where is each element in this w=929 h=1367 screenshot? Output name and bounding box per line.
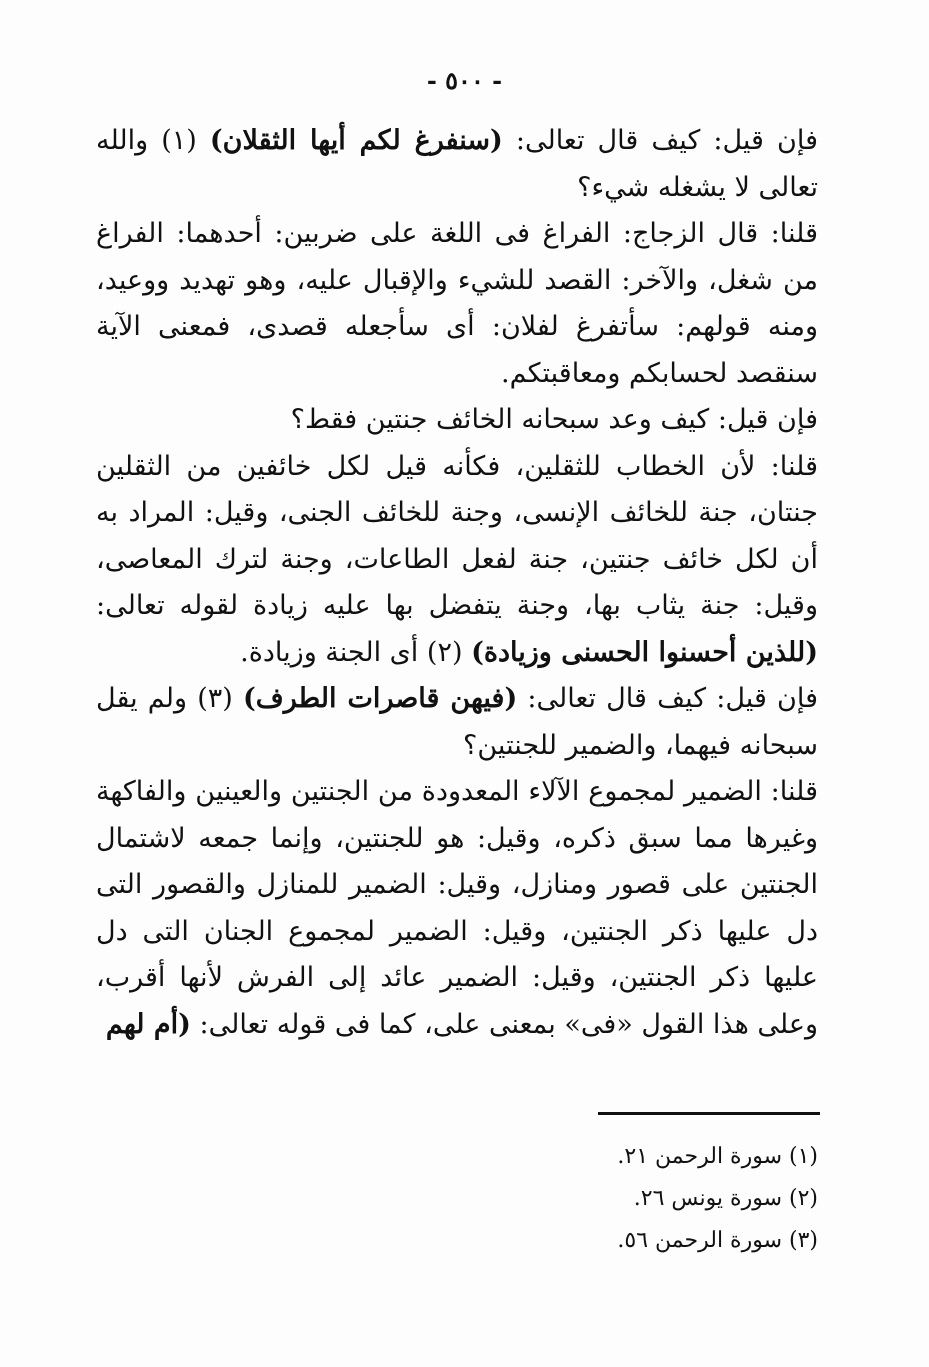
text-run: قلنا: قال الزجاج: الفراغ فى اللغة على ضربين: أحدهما: الفراغ من شغل، والآخر: القصد للشيء والإقبال عليه، وهو تهديد ووعيد، ومنه قولهم: سأتفرغ لفلان: أى سأجعله قصدى، فمعنى الآية سنقصد لحسابكم ومعاقبتكم. bbox=[96, 218, 818, 389]
paragraph-question-3 bbox=[96, 676, 818, 769]
paragraph-question-1 bbox=[96, 118, 818, 211]
quran-quote: (للذين أحسنوا الحسنى وزيادة) bbox=[471, 636, 818, 668]
paragraph-question-2 bbox=[96, 397, 818, 444]
text-run: (٣) ولم يقل سبحانه فيهما، والضمير للجنتين؟ bbox=[96, 683, 818, 761]
quran-quote: (أم لهم bbox=[105, 1008, 191, 1040]
text-run: قلنا: الضمير لمجموع الآلاء المعدودة من الجنتين والعينين والفاكهة وغيرها مما سبق ذكره، وقيل: هو للجنتين، وإنما جمعه لاشتمال الجنتين على قصور ومنازل، وقيل: الضمير للمنازل والقصور التى دل عليها ذكر الجنتين، وقيل: الضمير لمجموع الجنان التى دل عليها ذكر الجنتين، وقيل: الضمير عائد إلى الفرش لأنها أقرب، وعلى هذا القول «فى» بمعنى على، كما فى قوله تعالى: bbox=[96, 776, 818, 1040]
paragraph-answer-2 bbox=[96, 444, 818, 677]
quran-quote: (فيهن قاصرات الطرف) bbox=[242, 683, 518, 714]
footnotes bbox=[560, 1136, 818, 1262]
text-run: (٢) أى الجنة وزيادة. bbox=[240, 636, 472, 668]
footnote-1: (١) سورة الرحمن ٢١. bbox=[617, 1144, 818, 1169]
footnote-2: (٢) سورة يونس ٢٦. bbox=[633, 1186, 818, 1211]
text-run: فإن قيل: كيف قال تعالى: bbox=[517, 683, 818, 714]
page-number: - ٥٠٠ - bbox=[426, 66, 503, 95]
text-run: فإن قيل: كيف قال تعالى: bbox=[502, 125, 818, 156]
paragraph-answer-1 bbox=[96, 211, 818, 397]
footnote-3: (٣) سورة الرحمن ٥٦. bbox=[617, 1228, 818, 1253]
text-run: (١) والله تعالى لا يشغله شيء؟ bbox=[96, 125, 818, 203]
text-run: قلنا: لأن الخطاب للثقلين، فكأنه قيل لكل خائفين من الثقلين جنتان، جنة للخائف الإنسى، وجنة للخائف الجنى، وقيل: المراد به أن لكل خائف جنتين، جنة لفعل الطاعات، وجنة لترك المعاصى، وقيل: جنة يثاب بها، وجنة يتفضل بها عليه زيادة لقوله تعالى: bbox=[96, 450, 818, 621]
main-text bbox=[96, 118, 818, 1048]
text-run: فإن قيل: كيف وعد سبحانه الخائف جنتين فقط؟ bbox=[290, 404, 818, 435]
quran-quote: (سنفرغ لكم أيها الثقلان) bbox=[209, 125, 503, 156]
paragraph-answer-3 bbox=[96, 769, 818, 1048]
footnote-separator bbox=[598, 1112, 820, 1115]
